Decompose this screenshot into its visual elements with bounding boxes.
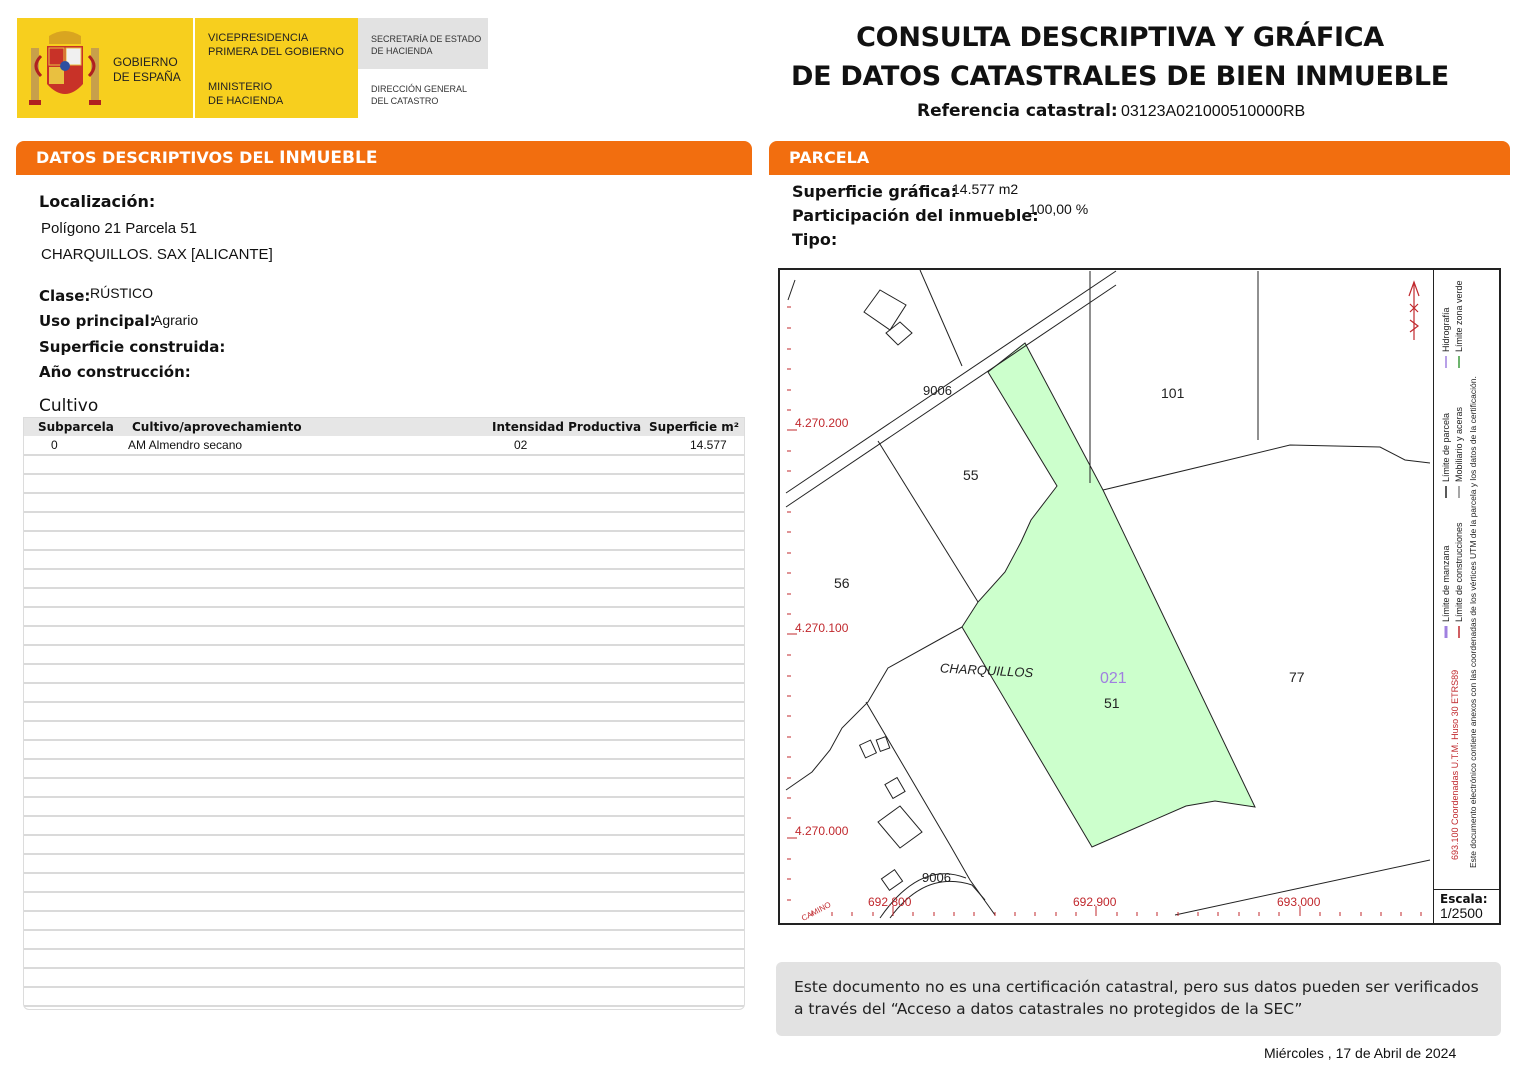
legend-limite-construcciones: Límite de construcciones [1454,522,1464,622]
parcel-label-56: 56 [834,575,850,591]
superficie-grafica-label: Superficie gráfica: [792,182,958,201]
tipo-label: Tipo: [792,230,838,249]
coat-of-arms-icon [27,26,103,110]
road-label-9006-bottom: 9006 [922,870,951,885]
datos-descriptivos-bar [16,141,752,175]
scale-separator [1434,889,1499,890]
ref-catastral-label: Referencia catastral: [917,101,1118,121]
ref-catastral-value: 03123A021000510000RB [1121,103,1306,120]
map-drawing [780,270,1433,923]
legend-hidrografia: Hidrografía [1441,307,1451,352]
parcel-51-shape [962,343,1255,847]
government-logo [17,18,488,118]
map-x-label-1: 692.800 [868,895,912,909]
secretaria-text: SECRETARÍA DE ESTADO DE HACIENDA [371,34,482,56]
legend-coords-note: 693.100 Coordenadas U.T.M. Huso 30 ETRS89 [1450,669,1460,860]
localizacion-line2: CHARQUILLOS. SAX [ALICANTE] [41,246,273,263]
col-intensidad: Intensidad Productiva [492,420,642,434]
legend-vertices-note: Este documento electrónico contiene anexos con las coordenadas de los vértices UTM de la parcela y los datos de la certificación. [1468,376,1478,868]
poligono-label: 021 [1100,670,1127,687]
parcel-label-101: 101 [1161,385,1185,401]
superficie-grafica-value: 14.577 m2 [952,181,1019,197]
parcela-bar [769,141,1510,175]
anio-construccion-label: Año construcción: [39,363,191,381]
map-y-label-1: 4.270.200 [795,416,849,430]
datos-descriptivos-title: DATOS DESCRIPTIVOS DEL [36,148,280,167]
localizacion-line1: Polígono 21 Parcela 51 [41,220,197,237]
cell-cultivo: AM Almendro secano [128,438,243,452]
superficie-construida-label: Superficie construida: [39,338,226,356]
map-y-label-3: 4.270.000 [795,824,849,838]
page-title-line1: CONSULTA DESCRIPTIVA Y GRÁFICA [856,22,1384,53]
scale-value: 1/2500 [1440,905,1483,921]
legend-mobiliario: Mobiliario y aceras [1454,406,1464,482]
vicepresidencia-text: VICEPRESIDENCIA PRIMERA DEL GOBIERNO [208,32,344,58]
legend-zona-verde: Límite zona verde [1454,280,1464,352]
col-subparcela: Subparcela [38,420,114,434]
uso-principal-value: Agrario [153,312,199,328]
cultivo-table-header [24,418,744,436]
gobierno-text: GOBIERNO DE ESPAÑA [113,55,181,84]
clase-value: RÚSTICO [90,285,153,301]
legend-limite-parcela: Límite de parcela [1441,412,1451,482]
parcel-label-55: 55 [963,467,979,483]
parcel-label-51: 51 [1104,695,1120,711]
direccion-text: DIRECCIÓN GENERAL DEL CATASTRO [371,84,468,106]
place-label-charquillos: CHARQUILLOS [939,660,1034,681]
cultivo-table [23,417,745,1010]
col-cultivo: Cultivo/aprovechamiento [132,420,302,434]
page-title [780,18,1460,96]
camino-label: CAMINO [799,899,833,923]
datos-descriptivos-title-emph: INMUEBLE [279,148,378,168]
parcel-label-77: 77 [1289,669,1305,685]
cell-subparcela: 0 [51,438,58,452]
parcela-title: PARCELA [789,148,870,167]
cell-superficie: 14.577 [690,438,727,452]
document-date: Miércoles , 17 de Abril de 2024 [1264,1045,1457,1061]
north-arrow-icon [1409,282,1419,340]
logo-divider [193,18,195,118]
map-y-label-2: 4.270.100 [795,621,849,635]
map-x-label-3: 693.000 [1277,895,1321,909]
cultivo-title: Cultivo [39,396,99,416]
localizacion-label: Localización: [39,192,156,211]
ministerio-text: MINISTERIO DE HACIENDA [208,81,284,107]
col-superficie: Superficie m² [649,420,740,434]
uso-principal-label: Uso principal: [39,312,156,330]
map-legend [1434,270,1499,890]
map-x-label-2: 692.900 [1073,895,1117,909]
verification-note: Este documento no es una certificación catastral, pero sus datos pueden ser verificados a través del “Acceso a datos catastrales no protegidos de la SEC” [776,962,1501,1036]
participacion-value: 100,00 % [1029,201,1089,217]
legend-limite-manzana: Límite de manzana [1441,545,1451,622]
participacion-label: Participación del inmueble: [792,206,1039,225]
cell-intensidad: 02 [514,438,528,452]
clase-label: Clase: [39,287,91,305]
scale-label: Escala: [1440,892,1488,906]
road-label-9006-top: 9006 [923,383,952,398]
page-title-line2: DE DATOS CATASTRALES DE BIEN INMUEBLE [791,61,1449,92]
